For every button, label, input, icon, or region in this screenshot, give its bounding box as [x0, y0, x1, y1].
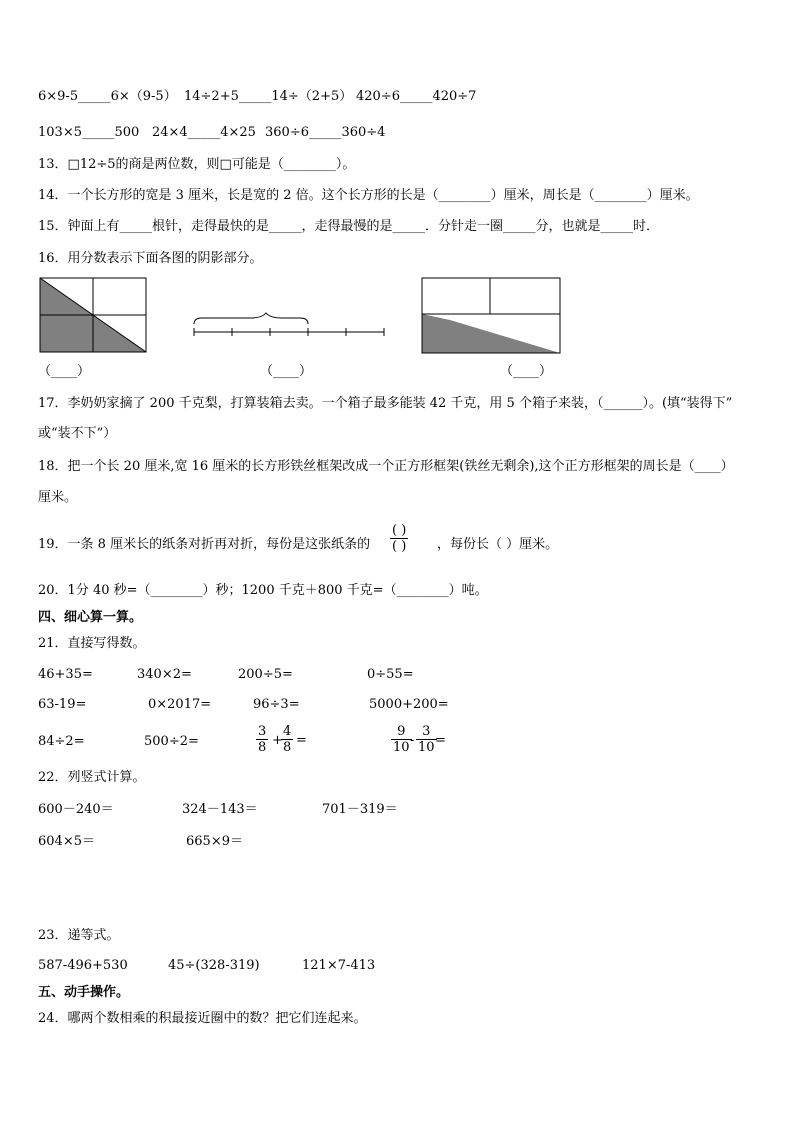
- calc-item: 46+35=: [38, 667, 93, 682]
- fraction-b: [281, 724, 293, 755]
- question-19-text: 19．一条 8 厘米长的纸条对折再对折，每份是这张纸条的: [38, 537, 371, 552]
- calc-item: 0×2017=: [148, 697, 212, 712]
- fraction-a: [391, 724, 415, 755]
- fraction-numerator: 4: [283, 724, 292, 739]
- vertical-calc-item: 600－240＝: [38, 802, 114, 817]
- question-22: 22．列竖式计算。: [38, 770, 146, 785]
- question-14: 14．一个长方形的宽是 3 厘米，长是宽的 2 倍。这个长方形的长是（________）厘米，周长是（________）厘米。: [38, 188, 699, 203]
- fraction-denominator: 10: [418, 740, 435, 755]
- operator: -: [410, 733, 415, 748]
- step-calc-item: 587-496+530: [38, 958, 128, 973]
- calc-item: 200÷5=: [238, 667, 293, 682]
- calc-item: 340×2=: [137, 667, 192, 682]
- figure-3-blank: （____）: [500, 364, 553, 379]
- figure-2-blank: （____）: [260, 364, 313, 379]
- question-18-line-1: 18．把一个长 20 厘米,宽 16 厘米的长方形铁丝框架改成一个正方形框架(铁丝无剩余),这个正方形框架的周长是（____）: [38, 459, 734, 474]
- fraction-numerator: ( ): [392, 523, 407, 538]
- question-15: 15．钟面上有_____根针，走得最快的是_____，走得最慢的是_____．分针走一圈_____分，也就是_____时．: [38, 219, 660, 234]
- fraction-a: [256, 724, 268, 755]
- question-19-tail: ，每份长（ ）厘米。: [437, 537, 559, 552]
- equals: =: [435, 733, 446, 748]
- question-18-line-2: 厘米。: [38, 490, 78, 505]
- figure-1-rectangle: [38, 276, 148, 354]
- question-17-line-2: 或“装不下”）: [38, 426, 117, 441]
- question-16: 16．用分数表示下面各图的阴影部分。: [38, 251, 263, 266]
- step-calc-item: 121×7-413: [302, 958, 376, 973]
- fraction-denominator: 8: [283, 740, 292, 755]
- compare-1c: 420÷6_____420÷7: [356, 89, 477, 104]
- figure-2-number-line: [190, 312, 386, 342]
- vertical-calc-item: 701－319＝: [322, 802, 398, 817]
- compare-1b: 14÷2+5_____14÷（2+5）: [184, 89, 353, 104]
- fraction-numerator: 3: [258, 724, 267, 739]
- equals: =: [296, 733, 307, 748]
- question-24: 24．哪两个数相乘的积最接近圈中的数？把它们连起来。: [38, 1011, 367, 1026]
- calc-item: 5000+200=: [369, 697, 449, 712]
- calc-item: 63-19=: [38, 697, 87, 712]
- question-23: 23．递等式。: [38, 928, 120, 943]
- operator: +: [272, 733, 283, 748]
- question-19-fraction: [390, 523, 408, 554]
- calc-item: 0÷55=: [367, 667, 414, 682]
- fraction-numerator: 9: [391, 724, 412, 740]
- fraction-b: [416, 724, 437, 755]
- calc-item: 96÷3=: [253, 697, 300, 712]
- compare-1a: 6×9-5_____6×（9-5）: [38, 89, 177, 104]
- question-17-line-1: 17．李奶奶家摘了 200 千克梨，打算装箱去卖。一个箱子最多能装 42 千克，用 5 个箱子来装，（______）。(填“装得下”: [38, 396, 733, 411]
- calc-item: 84÷2=: [38, 734, 85, 749]
- fraction-denominator: 8: [258, 740, 267, 755]
- section-4-heading: 四、细心算一算。: [38, 610, 143, 625]
- fraction-denominator: ( ): [392, 539, 407, 554]
- figure-1-blank: （____）: [38, 364, 91, 379]
- calc-item: 500÷2=: [144, 734, 199, 749]
- vertical-calc-item: 604×5＝: [38, 834, 95, 849]
- section-5-heading: 五、动手操作。: [38, 985, 130, 1000]
- vertical-calc-item: 665×9＝: [186, 834, 243, 849]
- question-13: 13．□12÷5的商是两位数，则□可能是（________）。: [38, 157, 356, 172]
- question-20: 20．1分 40 秒=（________）秒；1200 千克＋800 千克=（________）吨。: [38, 583, 488, 598]
- figure-3-rectangle: [420, 276, 562, 356]
- compare-2a: 103×5_____500: [38, 125, 140, 140]
- step-calc-item: 45÷(328-319): [168, 958, 260, 973]
- fraction-numerator: 3: [416, 724, 437, 740]
- compare-2c: 360÷6_____360÷4: [265, 125, 386, 140]
- fraction-denominator: 10: [393, 740, 410, 755]
- vertical-calc-item: 324－143＝: [182, 802, 258, 817]
- compare-2b: 24×4_____4×25: [152, 125, 256, 140]
- question-21: 21．直接写得数。: [38, 636, 146, 651]
